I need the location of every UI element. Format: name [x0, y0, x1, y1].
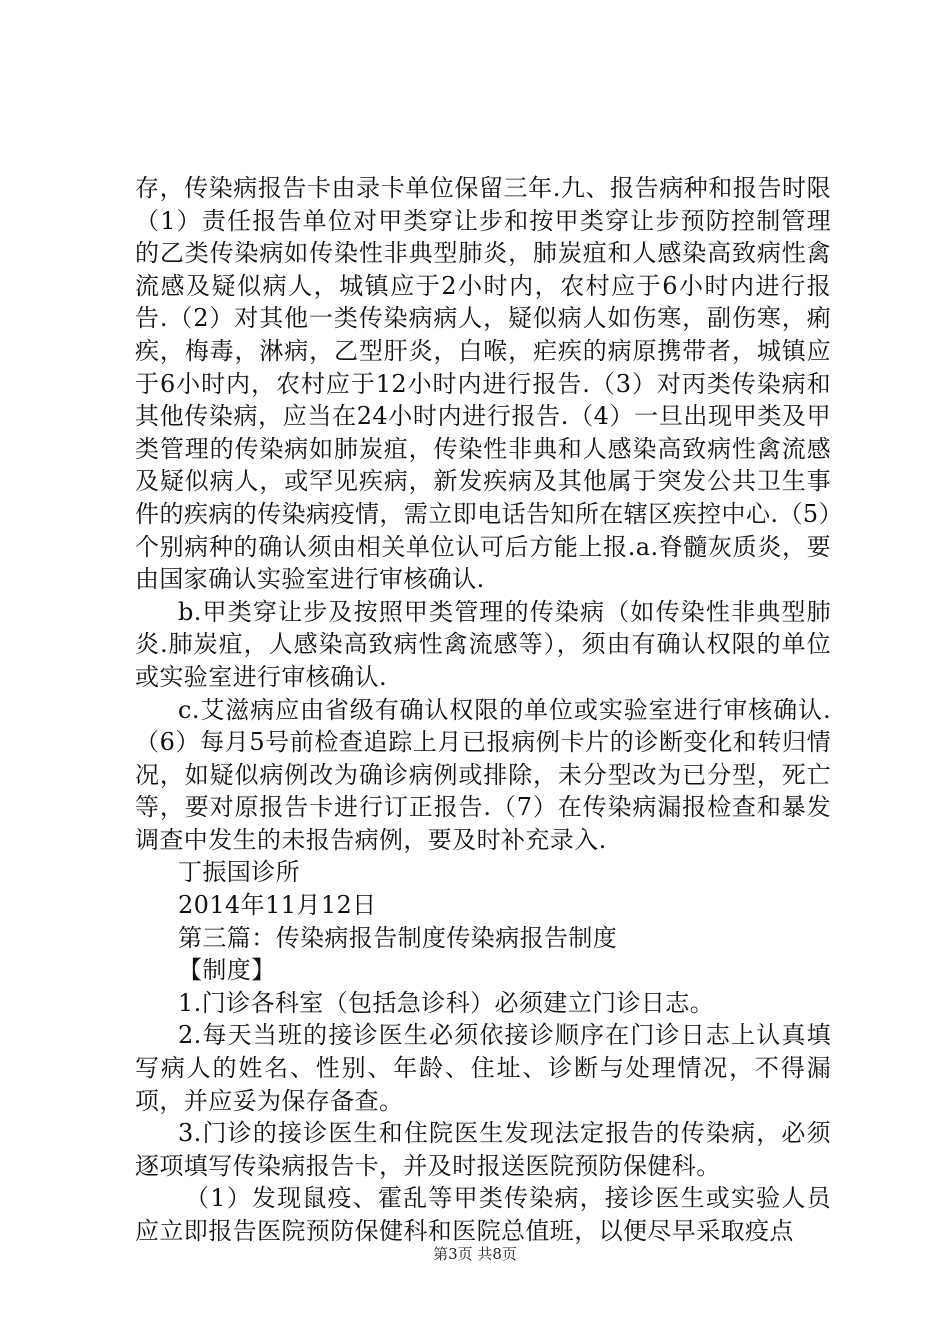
paragraph-aids-confirmation: c.艾滋病应由省级有确认权限的单位或实验室进行审核确认.（6）每月5号前检查追踪上月已报病例卡片的诊断变化和转归情况，如疑似病例改为确诊病例或排除，未分型改为已分型，死亡等，要对原报告卡进行订正报告.（7）在传染病漏报检查和暴发调查中发生的未报告病例，要及时补充录入.	[135, 695, 831, 854]
document-date: 2014年11月12日	[178, 891, 377, 920]
rule-item-3-sub-1: （1）发现鼠疫、霍乱等甲类传染病，接诊医生或实验人员应立即报告医院预防保健科和医院总值班，以便尽早采取疫点	[135, 1184, 831, 1245]
page-number-footer: 第3页 共8页	[433, 1245, 517, 1263]
paragraph-reporting-time-limits: 存，传染病报告卡由录卡单位保留三年.九、报告病种和报告时限（1）责任报告单位对甲类穿让步和按甲类穿让步预防控制管理的乙类传染病如传染性非典型肺炎，肺炭疽和人感染高致病性禽流感及疑似病人，城镇应于2小时内，农村应于6小时内进行报告.（2）对其他一类传染病病人，疑似病人如伤寒，副伤寒，痢疾，梅毒，淋病，乙型肝炎，白喉，疟疾的病原携带者，城镇应于6小时内，农村应于12小时内进行报告.（3）对丙类传染病和其他传染病，应当在24小时内进行报告.（4）一旦出现甲类及甲类管理的传染病如肺炭疽，传染性非典和人感染高致病性禽流感及疑似病人，或罕见疾病，新发疾病及其他属于突发公共卫生事件的疾病的传染病疫情，需立即电话告知所在辖区疾控中心.（5）个别病种的确认须由相关单位认可后方能上报.a.脊髓灰质炎，要由国家确认实验室进行审核确认.	[135, 174, 831, 594]
rule-item-2: 2.每天当班的接诊医生必须依接诊顺序在门诊日志上认真填写病人的姓名、性别、年龄、住址、诊断与处理情况，不得漏项，并应妥为保存备查。	[135, 1021, 831, 1115]
paragraph-class-a-confirmation: b.甲类穿让步及按照甲类管理的传染病（如传染性非典型肺炎.肺炭疽，人感染高致病性禽流感等），须由有确认权限的单位或实验室进行审核确认.	[135, 597, 831, 691]
subsection-heading: 【制度】	[178, 956, 276, 985]
clinic-signature: 丁振国诊所	[178, 858, 300, 887]
rule-item-1: 1.门诊各科室（包括急诊科）必须建立门诊日志。	[178, 988, 715, 1017]
section-heading: 第三篇：传染病报告制度传染病报告制度	[178, 923, 618, 952]
rule-item-3: 3.门诊的接诊医生和住院医生发现法定报告的传染病，必须逐项填写传染病报告卡，并及时报送医院预防保健科。	[135, 1119, 831, 1180]
document-body	[135, 172, 831, 1248]
